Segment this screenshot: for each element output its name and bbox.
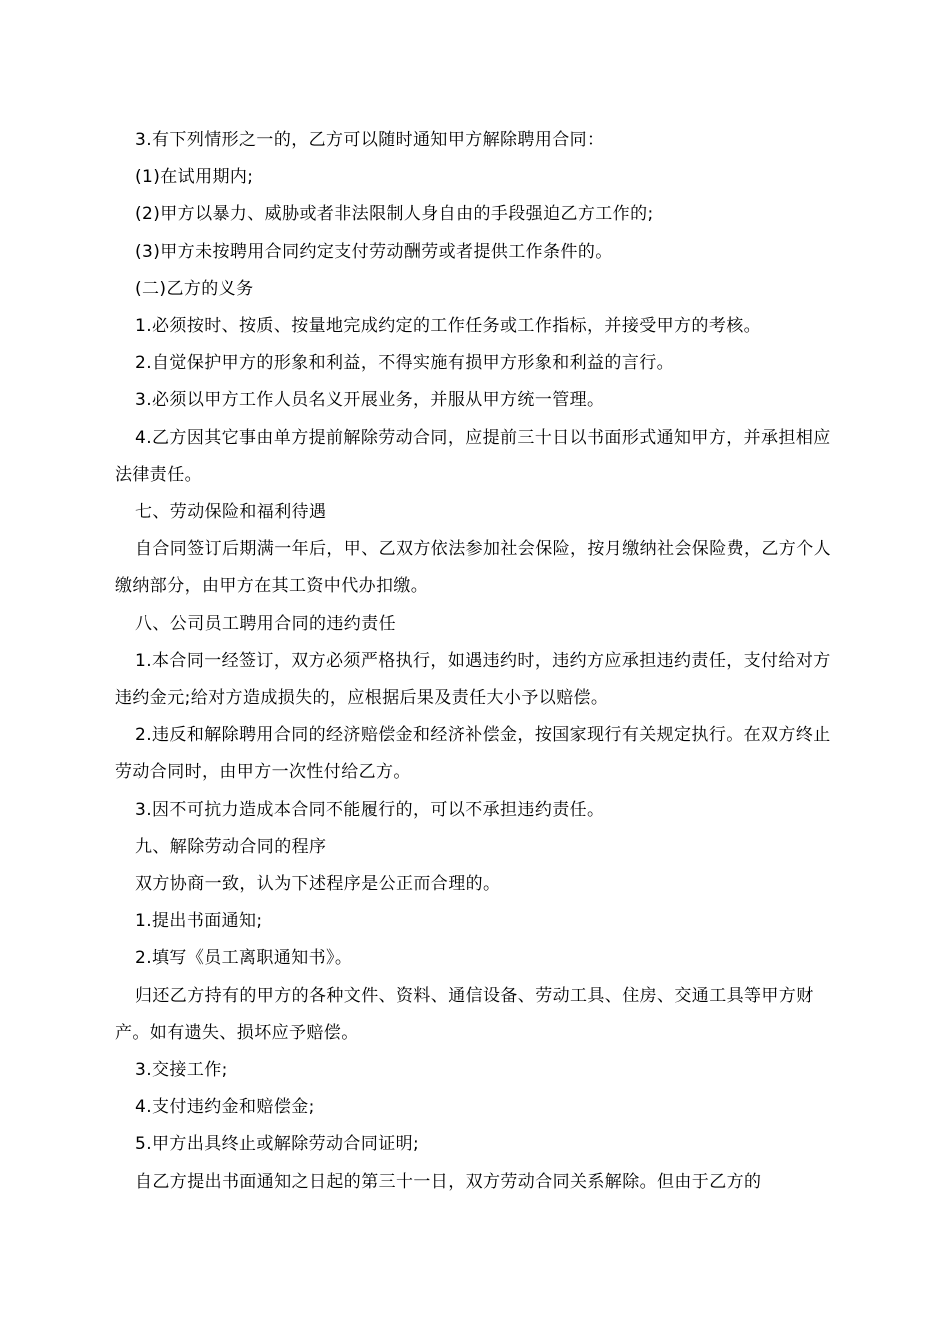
paragraph: 双方协商一致，认为下述程序是公正而合理的。 <box>135 874 501 895</box>
section-heading: 八、公司员工聘用合同的违约责任 <box>135 613 396 634</box>
paragraph: 3.因不可抗力造成本合同不能履行的，可以不承担违约责任。 <box>135 799 605 820</box>
paragraph: 自乙方提出书面通知之日起的第三十一日，双方劳动合同关系解除。但由于乙方的 <box>135 1171 762 1192</box>
paragraph: 5.甲方出具终止或解除劳动合同证明; <box>135 1134 420 1155</box>
paragraph: 归还乙方持有的甲方的各种文件、资料、通信设备、劳动工具、住房、交通工具等甲方财产。如有遗失、损坏应予赔偿。 <box>115 985 814 1043</box>
paragraph: (3)甲方未按聘用合同约定支付劳动酬劳或者提供工作条件的。 <box>135 241 613 262</box>
paragraph: 1.必须按时、按质、按量地完成约定的工作任务或工作指标，并接受甲方的考核。 <box>135 316 762 337</box>
paragraph: 1.提出书面通知; <box>135 911 263 932</box>
paragraph: 4.乙方因其它事由单方提前解除劳动合同，应提前三十日以书面形式通知甲方，并承担相应法律责任。 <box>115 427 831 485</box>
section-heading: 九、解除劳动合同的程序 <box>135 836 327 857</box>
paragraph: 1.本合同一经签订，双方必须严格执行，如遇违约时，违约方应承担违约责任，支付给对方违约金元;给对方造成损失的，应根据后果及责任大小予以赔偿。 <box>115 650 831 709</box>
document-body <box>115 122 835 1201</box>
paragraph: 2.违反和解除聘用合同的经济赔偿金和经济补偿金，按国家现行有关规定执行。在双方终止劳动合同时，由甲方一次性付给乙方。 <box>115 725 831 783</box>
section-heading: (二)乙方的义务 <box>135 278 254 299</box>
paragraph: (2)甲方以暴力、威胁或者非法限制人身自由的手段强迫乙方工作的; <box>135 204 654 225</box>
paragraph: 4.支付违约金和赔偿金; <box>135 1097 315 1118</box>
section-heading: 七、劳动保险和福利待遇 <box>135 502 327 523</box>
paragraph: 2.填写《员工离职通知书》。 <box>135 948 353 969</box>
paragraph: 2.自觉保护甲方的形象和利益，不得实施有损甲方形象和利益的言行。 <box>135 353 675 374</box>
paragraph: 3.交接工作; <box>135 1060 228 1081</box>
paragraph: 3.有下列情形之一的，乙方可以随时通知甲方解除聘用合同： <box>135 130 605 150</box>
paragraph: (1)在试用期内; <box>135 167 254 188</box>
paragraph: 自合同签订后期满一年后，甲、乙双方依法参加社会保险，按月缴纳社会保险费，乙方个人缴纳部分，由甲方在其工资中代办扣缴。 <box>115 539 831 597</box>
paragraph: 3.必须以甲方工作人员名义开展业务，并服从甲方统一管理。 <box>135 390 605 411</box>
